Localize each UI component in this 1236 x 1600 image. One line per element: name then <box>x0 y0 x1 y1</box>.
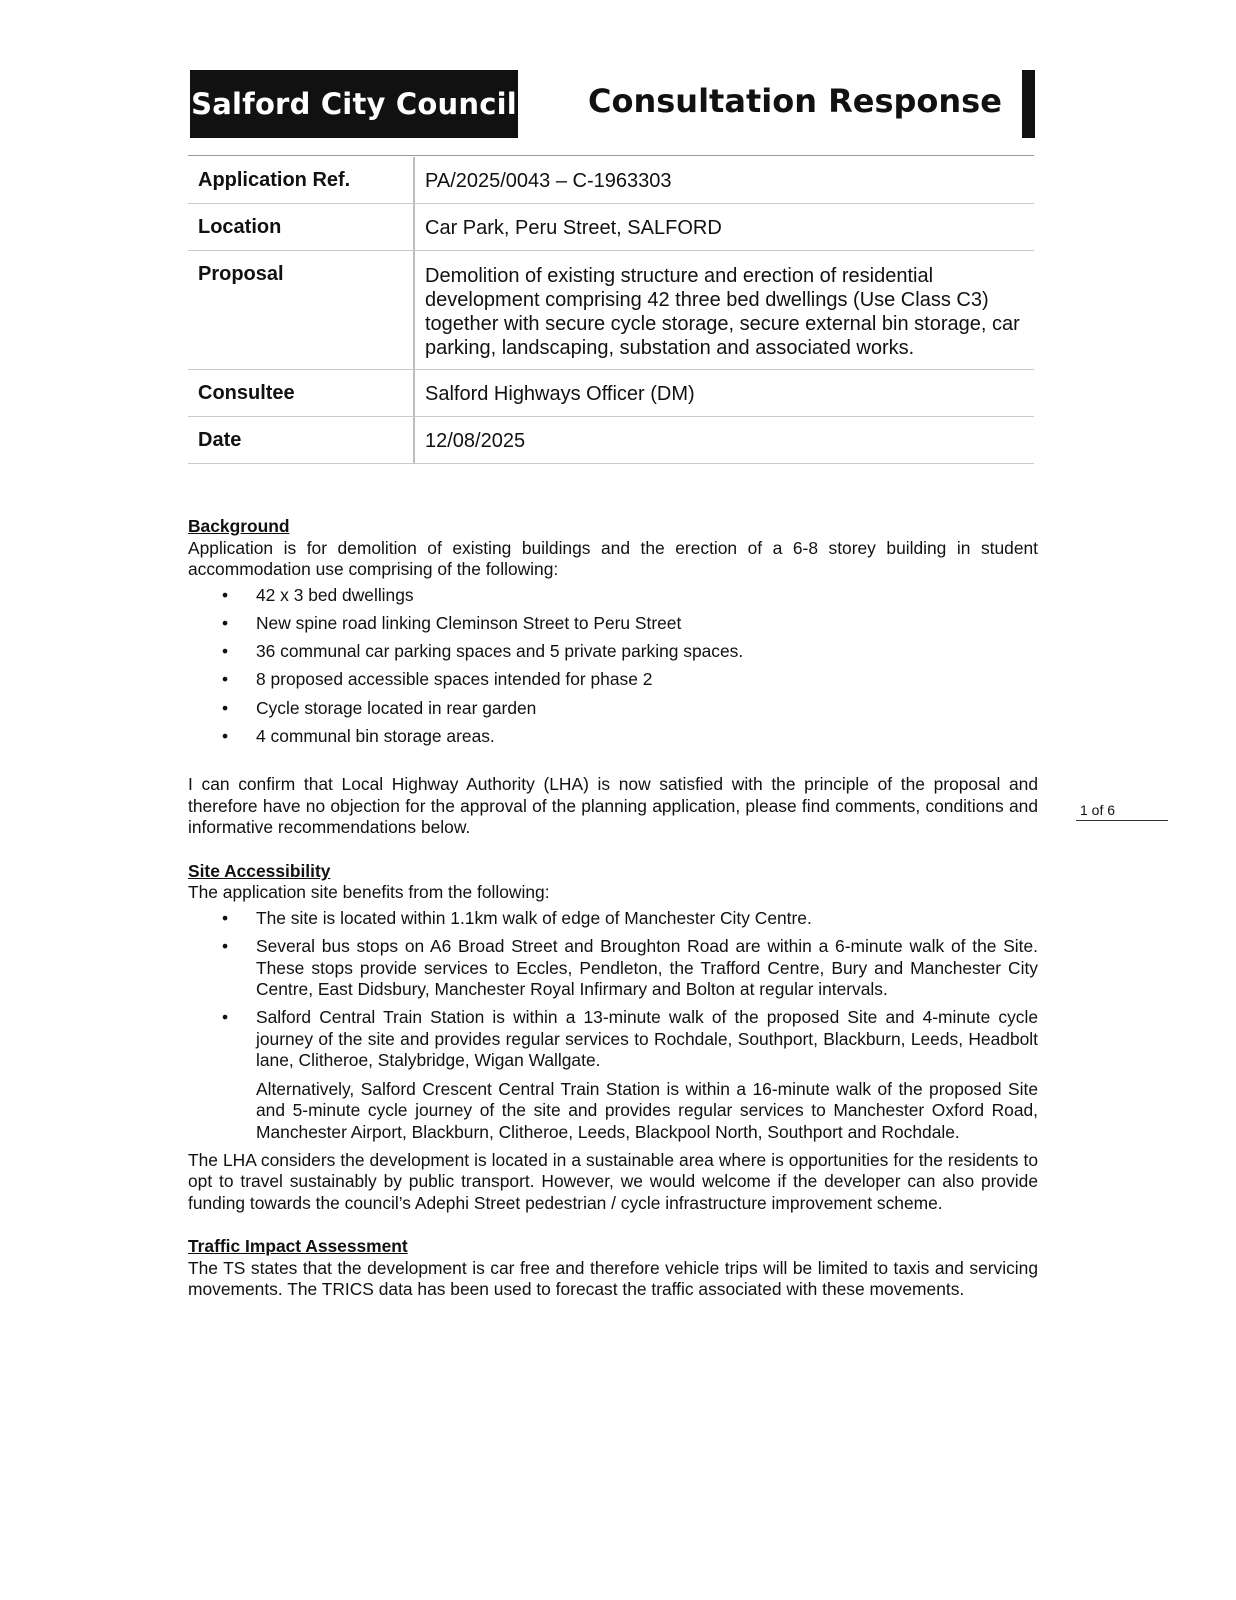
header-divider <box>188 155 1034 156</box>
accessibility-bullet-list <box>188 908 1038 1143</box>
background-intro: Application is for demolition of existing buildings and the erection of a 6-8 storey building in student accommodation use comprising of the following: <box>188 537 1038 579</box>
detail-row-date <box>188 417 1034 464</box>
bullet-icon: • <box>222 907 229 928</box>
traffic-impact-heading: Traffic Impact Assessment <box>188 1236 408 1257</box>
detail-row-location <box>188 204 1034 251</box>
detail-value: 12/08/2025 <box>425 430 526 452</box>
detail-value: Demolition of existing structure and erection of residential development comprising 42 three bed dwellings (Use Class C3) together with secure cycle storage, secure external bin storage, car parking, landscaping, substation and associated works. <box>425 265 1020 359</box>
detail-row-application-ref <box>188 157 1034 204</box>
detail-label: Proposal <box>188 251 415 369</box>
list-item-text: 8 proposed accessible spaces intended for phase 2 <box>256 669 653 690</box>
bullet-icon: • <box>222 936 229 957</box>
bullet-icon: • <box>222 584 229 605</box>
title-accent-bar <box>1022 70 1035 138</box>
list-item <box>222 1007 1038 1072</box>
list-item <box>222 641 1038 663</box>
list-item-text: The site is located within 1.1km walk of edge of Manchester City Centre. <box>256 907 812 928</box>
document-title: Consultation Response <box>588 82 1002 120</box>
detail-row-consultee <box>188 370 1034 417</box>
detail-label: Consultee <box>188 370 415 416</box>
bullet-icon: • <box>222 669 229 690</box>
detail-value: Car Park, Peru Street, SALFORD <box>425 217 722 239</box>
application-details-table <box>188 157 1034 464</box>
detail-label: Location <box>188 204 415 250</box>
bullet-icon: • <box>222 725 229 746</box>
list-item-text: Cycle storage located in rear garden <box>256 697 537 718</box>
list-item <box>222 936 1038 1001</box>
site-accessibility-heading: Site Accessibility <box>188 860 331 881</box>
bullet-icon: • <box>222 1007 229 1028</box>
alternative-station-text: Alternatively, Salford Crescent Central Train Station is within a 16-minute walk of the proposed Site and 5-minute cycle journey of the site and provides regular services to Manchester Oxford Road, Manchester Airport, Blackburn, Clitheroe, Leeds, Blackpool North, Southport and Rochdale. <box>256 1078 1038 1142</box>
list-item-text: New spine road linking Cleminson Street to Peru Street <box>256 612 682 633</box>
bullet-icon: • <box>222 697 229 718</box>
list-item-text: Several bus stops on A6 Broad Street and Broughton Road are within a 6-minute walk of the Site. These stops provide services to Eccles, Pendleton, the Trafford Centre, Bury and Manchester City Centre, East Didsbury, Manchester Royal Infirmary and Bolton at regular intervals. <box>256 936 1038 1000</box>
bullet-icon: • <box>222 612 229 633</box>
traffic-impact-text: The TS states that the development is car free and therefore vehicle trips will be limited to taxis and servicing movements. The TRICS data has been used to forecast the traffic associated with these movements. <box>188 1257 1038 1300</box>
list-item-text: Salford Central Train Station is within a 13-minute walk of the proposed Site and 4-minute cycle journey of the site and provides regular services to Rochdale, Southport, Blackburn, Leeds, Headbolt lane, Clitheroe, Stalybridge, Wigan Wallgate. <box>256 1007 1038 1071</box>
detail-row-proposal <box>188 251 1034 370</box>
sustainability-conclusion: The LHA considers the development is located in a sustainable area where is opportunities for the residents to opt to travel sustainably by public transport. However, we would welcome if the developer can also provide funding towards the council’s Adephi Street pedestrian / cycle infrastructure improvement scheme. <box>188 1149 1038 1213</box>
list-item <box>222 907 1038 930</box>
site-accessibility-intro: The application site benefits from the following: <box>188 882 550 903</box>
lha-confirmation: I can confirm that Local Highway Authority (LHA) is now satisfied with the principle of the proposal and therefore have no objection for the approval of the planning application, please find comments, conditions and informative recommendations below. <box>188 774 1038 838</box>
list-item <box>222 669 1038 691</box>
list-item <box>222 584 1038 607</box>
list-item <box>222 612 1038 635</box>
list-item-continuation <box>256 1079 1038 1144</box>
list-item-text: 42 x 3 bed dwellings <box>256 584 414 605</box>
detail-value: Salford Highways Officer (DM) <box>425 383 695 405</box>
document-body <box>188 516 1038 1301</box>
list-item-text: 36 communal car parking spaces and 5 private parking spaces. <box>256 641 744 662</box>
list-item <box>222 697 1038 720</box>
detail-label: Date <box>188 417 415 463</box>
list-item-text: 4 communal bin storage areas. <box>256 725 495 746</box>
bullet-icon: • <box>222 641 229 662</box>
list-item <box>222 725 1038 748</box>
background-heading: Background <box>188 516 290 536</box>
detail-label: Application Ref. <box>188 157 415 203</box>
council-logo: Salford City Council <box>190 70 518 138</box>
detail-value: PA/2025/0043 – C-1963303 <box>425 170 672 192</box>
page-indicator: 1 of 6 <box>1076 802 1168 821</box>
background-bullet-list <box>188 585 1038 748</box>
